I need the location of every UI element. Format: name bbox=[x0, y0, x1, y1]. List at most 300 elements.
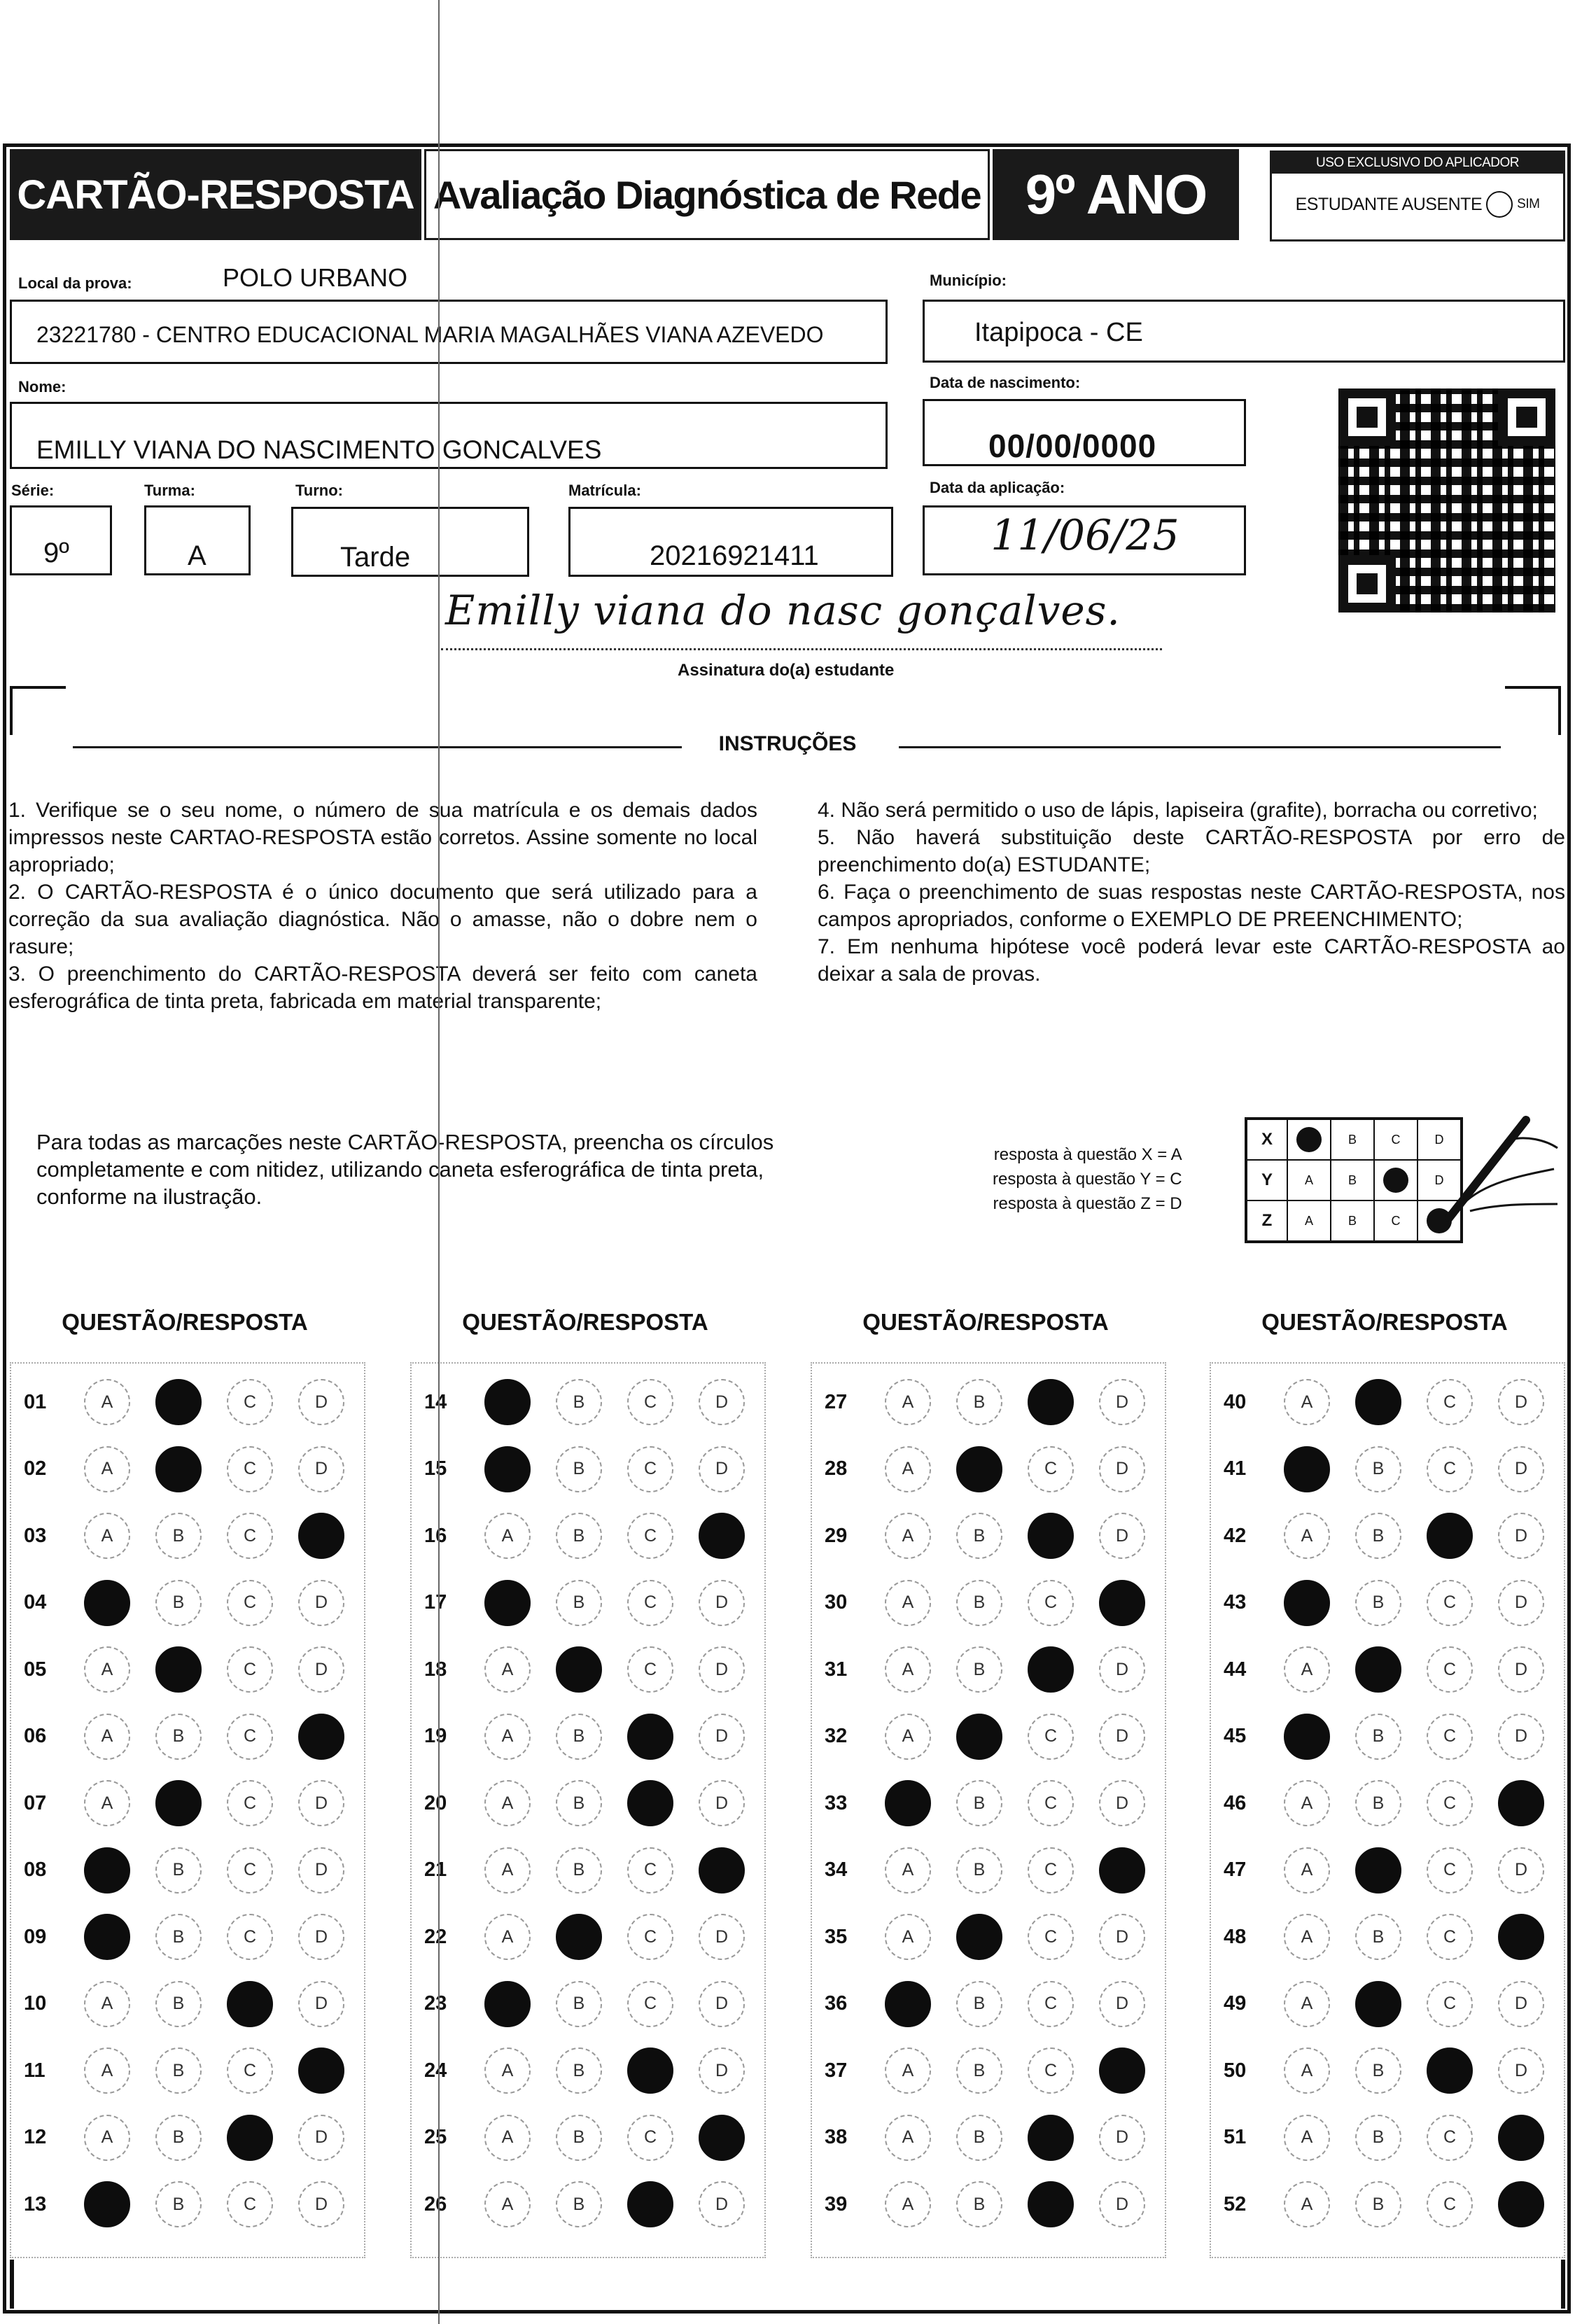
option-bubble-d[interactable]: D bbox=[1099, 1714, 1145, 1760]
question-row bbox=[412, 1511, 770, 1560]
option-bubble-d[interactable] bbox=[1498, 1780, 1544, 1826]
question-number: 36 bbox=[825, 1992, 848, 2015]
option-bubble-b[interactable]: B bbox=[155, 1513, 202, 1559]
option-bubble-d[interactable]: D bbox=[699, 1914, 745, 1960]
question-row bbox=[1211, 1445, 1569, 1494]
applicator-caption: USO EXCLUSIVO DO APLICADOR bbox=[1272, 153, 1563, 174]
option-bubble-d[interactable]: D bbox=[298, 1446, 344, 1492]
option-bubble-c[interactable]: C bbox=[227, 1513, 273, 1559]
option-bubble-c[interactable]: C bbox=[1427, 1981, 1473, 2027]
option-bubble-c[interactable]: C bbox=[627, 1646, 673, 1693]
question-row bbox=[812, 1912, 1170, 1961]
option-bubble-c[interactable] bbox=[227, 2115, 273, 2161]
option-bubble-b[interactable]: B bbox=[956, 2181, 1002, 2227]
option-bubble-a[interactable]: A bbox=[1284, 1914, 1330, 1960]
option-bubble-b[interactable] bbox=[155, 1446, 202, 1492]
column-header: QUESTÃO/RESPOSTA bbox=[462, 1309, 708, 1335]
option-bubble-c[interactable]: C bbox=[1028, 1981, 1074, 2027]
option-bubble-a[interactable]: A bbox=[484, 2047, 531, 2094]
option-bubble-d[interactable]: D bbox=[699, 1580, 745, 1626]
option-bubble-a[interactable]: A bbox=[1284, 1981, 1330, 2027]
option-bubble-a[interactable]: A bbox=[484, 1847, 531, 1893]
option-bubble-a[interactable]: A bbox=[84, 1714, 130, 1760]
option-bubble-c[interactable] bbox=[227, 1981, 273, 2027]
option-bubble-d[interactable]: D bbox=[1498, 1714, 1544, 1760]
option-bubble-d[interactable]: D bbox=[1498, 1379, 1544, 1425]
option-bubble-d[interactable] bbox=[1498, 2115, 1544, 2161]
option-bubble-a[interactable] bbox=[484, 1580, 531, 1626]
question-row bbox=[412, 1378, 770, 1427]
local-label: Local da prova: bbox=[18, 274, 132, 292]
option-bubble-a[interactable]: A bbox=[484, 1714, 531, 1760]
option-bubble-d[interactable]: D bbox=[298, 1981, 344, 2027]
question-row bbox=[1211, 2180, 1569, 2229]
corner-bottom-right bbox=[1537, 2260, 1565, 2309]
option-bubble-a[interactable]: A bbox=[1284, 1646, 1330, 1693]
option-bubble-b[interactable]: B bbox=[956, 1513, 1002, 1559]
question-number: 24 bbox=[424, 2059, 447, 2082]
option-bubble-b[interactable]: B bbox=[956, 2047, 1002, 2094]
option-bubble-d[interactable]: D bbox=[1498, 1646, 1544, 1693]
option-bubble-a[interactable]: A bbox=[1284, 2047, 1330, 2094]
option-bubble-a[interactable]: A bbox=[885, 2115, 931, 2161]
option-bubble-d[interactable]: D bbox=[1099, 1914, 1145, 1960]
option-bubble-a[interactable]: A bbox=[885, 1446, 931, 1492]
option-bubble-a[interactable]: A bbox=[1284, 1379, 1330, 1425]
option-bubble-a[interactable] bbox=[84, 1847, 130, 1893]
option-bubble-a[interactable]: A bbox=[885, 1914, 931, 1960]
option-bubble-a[interactable]: A bbox=[84, 1513, 130, 1559]
option-bubble-a[interactable]: A bbox=[885, 1646, 931, 1693]
example-option: A bbox=[1287, 1160, 1331, 1200]
question-number: 23 bbox=[424, 1992, 447, 2015]
option-bubble-a[interactable] bbox=[1284, 1714, 1330, 1760]
turno-value: Tarde bbox=[340, 542, 411, 573]
option-bubble-b[interactable]: B bbox=[556, 1714, 602, 1760]
option-bubble-a[interactable] bbox=[484, 1446, 531, 1492]
nome-label: Nome: bbox=[18, 378, 66, 396]
option-bubble-c[interactable]: C bbox=[1427, 1646, 1473, 1693]
example-question-label: Z bbox=[1247, 1200, 1287, 1241]
option-bubble-c[interactable]: C bbox=[1028, 1446, 1074, 1492]
instructions-title: INSTRUÇÕES bbox=[718, 732, 857, 755]
option-bubble-c[interactable]: C bbox=[627, 2115, 673, 2161]
option-bubble-b[interactable]: B bbox=[155, 1914, 202, 1960]
option-bubble-d[interactable]: D bbox=[1099, 1379, 1145, 1425]
question-row bbox=[11, 1779, 370, 1828]
option-bubble-d[interactable] bbox=[1099, 1580, 1145, 1626]
absent-checkbox[interactable] bbox=[1486, 191, 1513, 218]
option-bubble-c[interactable] bbox=[627, 2047, 673, 2094]
option-bubble-c[interactable]: C bbox=[1427, 1446, 1473, 1492]
question-number: 19 bbox=[424, 1725, 447, 1747]
option-bubble-a[interactable]: A bbox=[84, 1981, 130, 2027]
option-bubble-d[interactable]: D bbox=[298, 1847, 344, 1893]
option-bubble-c[interactable] bbox=[1427, 1513, 1473, 1559]
question-number: 05 bbox=[24, 1658, 47, 1681]
option-bubble-a[interactable]: A bbox=[885, 1379, 931, 1425]
option-bubble-a[interactable]: A bbox=[84, 1780, 130, 1826]
option-bubble-a[interactable]: A bbox=[1284, 2115, 1330, 2161]
example-text: Para todas as marcações neste CARTÃO-RESPOSTA, preencha os círculos completamente e com nitidez, utilizando caneta esferográfica de tinta preta, conforme na ilustração. bbox=[36, 1130, 774, 1209]
option-bubble-d[interactable] bbox=[1099, 1847, 1145, 1893]
option-bubble-a[interactable]: A bbox=[1284, 1780, 1330, 1826]
option-bubble-c[interactable]: C bbox=[627, 1981, 673, 2027]
option-bubble-b[interactable] bbox=[1355, 1981, 1401, 2027]
option-bubble-b[interactable] bbox=[956, 1446, 1002, 1492]
option-bubble-b[interactable]: B bbox=[1355, 1580, 1401, 1626]
option-bubble-a[interactable]: A bbox=[84, 1379, 130, 1425]
option-bubble-d[interactable]: D bbox=[699, 1379, 745, 1425]
option-bubble-c[interactable] bbox=[1028, 1646, 1074, 1693]
option-bubble-c[interactable]: C bbox=[227, 1446, 273, 1492]
option-bubble-c[interactable]: C bbox=[227, 2181, 273, 2227]
exam-title: Avaliação Diagnóstica de Rede bbox=[424, 149, 990, 240]
option-bubble-d[interactable]: D bbox=[1099, 2181, 1145, 2227]
option-bubble-c[interactable] bbox=[627, 2181, 673, 2227]
option-bubble-c[interactable]: C bbox=[627, 1446, 673, 1492]
municipio-label: Município: bbox=[930, 272, 1007, 289]
absent-option: SIM bbox=[1517, 197, 1540, 211]
option-bubble-a[interactable] bbox=[484, 1981, 531, 2027]
option-bubble-a[interactable] bbox=[84, 2181, 130, 2227]
option-bubble-d[interactable]: D bbox=[298, 1379, 344, 1425]
option-bubble-b[interactable]: B bbox=[1355, 1446, 1401, 1492]
option-bubble-a[interactable]: A bbox=[484, 2181, 531, 2227]
question-row bbox=[412, 2180, 770, 2229]
option-bubble-a[interactable]: A bbox=[885, 1847, 931, 1893]
option-bubble-d[interactable]: D bbox=[1099, 1513, 1145, 1559]
option-bubble-a[interactable]: A bbox=[885, 1513, 931, 1559]
option-bubble-a[interactable]: A bbox=[1284, 1847, 1330, 1893]
option-bubble-b[interactable]: B bbox=[1355, 2181, 1401, 2227]
question-row bbox=[1211, 1645, 1569, 1694]
option-bubble-c[interactable]: C bbox=[227, 1914, 273, 1960]
option-bubble-a[interactable]: A bbox=[484, 1513, 531, 1559]
option-bubble-b[interactable]: B bbox=[1355, 2115, 1401, 2161]
matricula-value: 20216921411 bbox=[650, 540, 819, 571]
option-bubble-c[interactable]: C bbox=[1028, 2047, 1074, 2094]
option-bubble-d[interactable] bbox=[298, 2047, 344, 2094]
question-row bbox=[1211, 1511, 1569, 1560]
question-number: 16 bbox=[424, 1524, 447, 1547]
option-bubble-a[interactable] bbox=[885, 1780, 931, 1826]
serie-value: 9º bbox=[43, 538, 69, 568]
option-bubble-c[interactable]: C bbox=[227, 2047, 273, 2094]
option-bubble-a[interactable]: A bbox=[484, 1780, 531, 1826]
option-bubble-b[interactable]: B bbox=[956, 1646, 1002, 1693]
question-row bbox=[11, 1980, 370, 2029]
option-bubble-d[interactable]: D bbox=[1099, 2115, 1145, 2161]
question-number: 45 bbox=[1224, 1725, 1247, 1747]
nome-value: EMILLY VIANA DO NASCIMENTO GONCALVES bbox=[36, 435, 602, 464]
question-number: 06 bbox=[24, 1725, 47, 1747]
option-bubble-b[interactable]: B bbox=[155, 2181, 202, 2227]
question-number: 18 bbox=[424, 1658, 447, 1681]
option-bubble-c[interactable] bbox=[1028, 1513, 1074, 1559]
option-bubble-a[interactable] bbox=[1284, 1446, 1330, 1492]
option-bubble-c[interactable]: C bbox=[227, 1646, 273, 1693]
option-bubble-b[interactable]: B bbox=[155, 1580, 202, 1626]
question-row bbox=[812, 2046, 1170, 2095]
option-bubble-b[interactable]: B bbox=[556, 2181, 602, 2227]
option-bubble-d[interactable]: D bbox=[298, 2115, 344, 2161]
question-row bbox=[812, 2113, 1170, 2162]
option-bubble-b[interactable]: B bbox=[1355, 1714, 1401, 1760]
option-bubble-c[interactable]: C bbox=[1427, 2181, 1473, 2227]
option-bubble-b[interactable]: B bbox=[556, 1379, 602, 1425]
question-row bbox=[412, 1846, 770, 1895]
instruction-6: 6. Faça o preenchimento de suas respostas neste CARTÃO-RESPOSTA, nos campos apropriados, conforme o EXEMPLO DE PREENCHIMENTO; bbox=[818, 881, 1565, 931]
option-bubble-b[interactable] bbox=[1355, 1379, 1401, 1425]
option-bubble-b[interactable]: B bbox=[155, 2047, 202, 2094]
option-bubble-c[interactable]: C bbox=[1028, 1847, 1074, 1893]
option-bubble-b[interactable]: B bbox=[155, 1847, 202, 1893]
option-bubble-a[interactable]: A bbox=[84, 2115, 130, 2161]
option-bubble-d[interactable]: D bbox=[699, 2181, 745, 2227]
option-bubble-a[interactable]: A bbox=[484, 1646, 531, 1693]
option-bubble-d[interactable]: D bbox=[699, 1446, 745, 1492]
option-bubble-c[interactable]: C bbox=[1028, 1580, 1074, 1626]
question-number: 44 bbox=[1224, 1658, 1247, 1681]
option-bubble-a[interactable]: A bbox=[885, 2047, 931, 2094]
student-signature: Emilly viana do nasc gonçalves. bbox=[445, 587, 1121, 634]
option-bubble-c[interactable]: C bbox=[1427, 1780, 1473, 1826]
option-bubble-a[interactable]: A bbox=[484, 2115, 531, 2161]
option-bubble-b[interactable]: B bbox=[956, 1580, 1002, 1626]
option-bubble-d[interactable] bbox=[1099, 2047, 1145, 2094]
option-bubble-c[interactable]: C bbox=[627, 1513, 673, 1559]
instructions-rule-right bbox=[899, 746, 1501, 748]
question-row bbox=[1211, 1846, 1569, 1895]
option-bubble-b[interactable]: B bbox=[155, 1714, 202, 1760]
option-bubble-d[interactable]: D bbox=[699, 1780, 745, 1826]
option-bubble-c[interactable]: C bbox=[627, 1580, 673, 1626]
option-bubble-d[interactable]: D bbox=[1099, 1981, 1145, 2027]
question-number: 38 bbox=[825, 2126, 848, 2148]
option-bubble-d[interactable] bbox=[1498, 2181, 1544, 2227]
option-bubble-d[interactable]: D bbox=[298, 1646, 344, 1693]
question-row bbox=[1211, 1779, 1569, 1828]
option-bubble-b[interactable]: B bbox=[956, 1847, 1002, 1893]
option-bubble-d[interactable]: D bbox=[1099, 1780, 1145, 1826]
nascimento-label: Data de nascimento: bbox=[930, 374, 1081, 391]
option-bubble-a[interactable] bbox=[84, 1914, 130, 1960]
example-option: D bbox=[1418, 1160, 1461, 1200]
example-key-y: resposta à questão Y = C bbox=[993, 1170, 1182, 1189]
option-bubble-a[interactable] bbox=[484, 1379, 531, 1425]
option-bubble-b[interactable]: B bbox=[956, 1379, 1002, 1425]
option-bubble-d[interactable]: D bbox=[298, 1580, 344, 1626]
option-bubble-b[interactable] bbox=[155, 1780, 202, 1826]
option-bubble-b[interactable]: B bbox=[556, 1513, 602, 1559]
option-bubble-d[interactable] bbox=[298, 1714, 344, 1760]
option-bubble-c[interactable]: C bbox=[627, 1847, 673, 1893]
instruction-3: 3. O preenchimento do CARTÃO-RESPOSTA deverá ser feito com caneta esferográfica de tinta preta, fabricada em material transparente; bbox=[8, 962, 757, 1013]
question-number: 40 bbox=[1224, 1390, 1247, 1413]
question-row bbox=[812, 1645, 1170, 1694]
option-bubble-b[interactable] bbox=[155, 1646, 202, 1693]
option-bubble-b[interactable]: B bbox=[155, 2115, 202, 2161]
option-bubble-d[interactable]: D bbox=[699, 2047, 745, 2094]
option-bubble-c[interactable]: C bbox=[227, 1847, 273, 1893]
option-bubble-d[interactable]: D bbox=[298, 2181, 344, 2227]
option-bubble-c[interactable]: C bbox=[227, 1580, 273, 1626]
option-bubble-c[interactable]: C bbox=[1427, 1379, 1473, 1425]
option-bubble-b[interactable] bbox=[1355, 1847, 1401, 1893]
question-row bbox=[11, 1645, 370, 1694]
option-bubble-a[interactable]: A bbox=[84, 1446, 130, 1492]
option-bubble-d[interactable]: D bbox=[699, 1646, 745, 1693]
option-bubble-b[interactable]: B bbox=[1355, 1780, 1401, 1826]
option-bubble-d[interactable]: D bbox=[1498, 1513, 1544, 1559]
option-bubble-c[interactable]: C bbox=[1028, 1780, 1074, 1826]
option-bubble-b[interactable]: B bbox=[556, 1847, 602, 1893]
option-bubble-c[interactable]: C bbox=[627, 1379, 673, 1425]
option-bubble-c[interactable] bbox=[1427, 2047, 1473, 2094]
nascimento-value: 00/00/0000 bbox=[988, 428, 1157, 464]
question-row bbox=[812, 1712, 1170, 1761]
question-row bbox=[812, 1378, 1170, 1427]
option-bubble-b[interactable]: B bbox=[956, 1780, 1002, 1826]
option-bubble-c[interactable]: C bbox=[1427, 1714, 1473, 1760]
instruction-1: 1. Verifique se o seu nome, o número de sua matrícula e os demais dados impressos neste CARTAO-RESPOSTA estão corretos. Assine somente no local apropriado; bbox=[8, 799, 757, 876]
option-bubble-b[interactable]: B bbox=[956, 2115, 1002, 2161]
question-number: 15 bbox=[424, 1457, 447, 1480]
question-row bbox=[812, 1445, 1170, 1494]
aplicacao-value: 11/06/25 bbox=[990, 511, 1180, 560]
option-bubble-d[interactable]: D bbox=[1498, 1580, 1544, 1626]
option-bubble-d[interactable]: D bbox=[699, 1714, 745, 1760]
option-bubble-a[interactable]: A bbox=[484, 1914, 531, 1960]
question-row bbox=[11, 2046, 370, 2095]
option-bubble-d[interactable] bbox=[1498, 1914, 1544, 1960]
column-header: QUESTÃO/RESPOSTA bbox=[862, 1309, 1109, 1335]
option-bubble-c[interactable]: C bbox=[227, 1714, 273, 1760]
option-bubble-d[interactable]: D bbox=[699, 1981, 745, 2027]
option-bubble-d[interactable]: D bbox=[1498, 1847, 1544, 1893]
question-number: 08 bbox=[24, 1858, 47, 1881]
corner-top-right bbox=[1505, 686, 1561, 735]
option-bubble-d[interactable]: D bbox=[1498, 1981, 1544, 2027]
option-bubble-d[interactable]: D bbox=[298, 1914, 344, 1960]
option-bubble-c[interactable]: C bbox=[1427, 1914, 1473, 1960]
option-bubble-c[interactable]: C bbox=[1427, 2115, 1473, 2161]
option-bubble-b[interactable] bbox=[155, 1379, 202, 1425]
option-bubble-c[interactable] bbox=[1028, 2115, 1074, 2161]
option-bubble-a[interactable]: A bbox=[84, 1646, 130, 1693]
option-bubble-b[interactable]: B bbox=[1355, 1914, 1401, 1960]
option-bubble-b[interactable] bbox=[956, 1714, 1002, 1760]
question-number: 50 bbox=[1224, 2059, 1247, 2082]
option-bubble-a[interactable]: A bbox=[885, 1714, 931, 1760]
question-number: 12 bbox=[24, 2126, 47, 2148]
option-bubble-d[interactable]: D bbox=[1498, 1446, 1544, 1492]
option-bubble-a[interactable]: A bbox=[1284, 1513, 1330, 1559]
option-bubble-b[interactable] bbox=[556, 1914, 602, 1960]
instruction-5: 5. Não haverá substituição deste CARTÃO-RESPOSTA por erro de preenchimento do(a) ESTUDANTE; bbox=[818, 826, 1565, 876]
option-bubble-a[interactable] bbox=[1284, 1580, 1330, 1626]
option-bubble-d[interactable] bbox=[699, 1847, 745, 1893]
question-row bbox=[1211, 2113, 1569, 2162]
option-bubble-d[interactable] bbox=[699, 1513, 745, 1559]
option-bubble-d[interactable]: D bbox=[1099, 1446, 1145, 1492]
example-question-label: X bbox=[1247, 1119, 1287, 1160]
instructions-left bbox=[8, 797, 757, 1015]
option-bubble-c[interactable]: C bbox=[1028, 1714, 1074, 1760]
option-bubble-b[interactable]: B bbox=[556, 1981, 602, 2027]
option-bubble-c[interactable] bbox=[627, 1714, 673, 1760]
option-bubble-b[interactable]: B bbox=[1355, 2047, 1401, 2094]
option-bubble-a[interactable]: A bbox=[885, 1580, 931, 1626]
option-bubble-d[interactable]: D bbox=[1498, 2047, 1544, 2094]
grade-badge: 9º ANO bbox=[993, 149, 1239, 240]
option-bubble-c[interactable]: C bbox=[227, 1379, 273, 1425]
question-row bbox=[11, 1511, 370, 1560]
example-option: D bbox=[1418, 1119, 1461, 1160]
question-number: 34 bbox=[825, 1858, 848, 1881]
option-bubble-b[interactable] bbox=[956, 1914, 1002, 1960]
option-bubble-c[interactable]: C bbox=[1427, 1580, 1473, 1626]
option-bubble-b[interactable]: B bbox=[556, 2047, 602, 2094]
option-bubble-d[interactable] bbox=[298, 1513, 344, 1559]
option-bubble-a[interactable] bbox=[84, 1580, 130, 1626]
option-bubble-b[interactable]: B bbox=[1355, 1513, 1401, 1559]
example-option bbox=[1374, 1160, 1418, 1200]
option-bubble-b[interactable]: B bbox=[155, 1981, 202, 2027]
option-bubble-b[interactable] bbox=[1355, 1646, 1401, 1693]
question-number: 31 bbox=[825, 1658, 848, 1681]
question-number: 10 bbox=[24, 1992, 47, 2015]
option-bubble-b[interactable]: B bbox=[956, 1981, 1002, 2027]
option-bubble-d[interactable] bbox=[699, 2115, 745, 2161]
question-number: 27 bbox=[825, 1390, 848, 1413]
option-bubble-b[interactable]: B bbox=[556, 2115, 602, 2161]
option-bubble-c[interactable]: C bbox=[227, 1780, 273, 1826]
option-bubble-a[interactable]: A bbox=[1284, 2181, 1330, 2227]
example-option: C bbox=[1374, 1119, 1418, 1160]
question-row bbox=[11, 1378, 370, 1427]
question-number: 37 bbox=[825, 2059, 848, 2082]
option-bubble-a[interactable] bbox=[885, 1981, 931, 2027]
question-number: 51 bbox=[1224, 2126, 1247, 2148]
option-bubble-b[interactable] bbox=[556, 1646, 602, 1693]
option-bubble-c[interactable]: C bbox=[1427, 1847, 1473, 1893]
option-bubble-d[interactable]: D bbox=[298, 1780, 344, 1826]
example-key-x: resposta à questão X = A bbox=[993, 1145, 1182, 1164]
option-bubble-c[interactable] bbox=[1028, 2181, 1074, 2227]
option-bubble-c[interactable] bbox=[1028, 1379, 1074, 1425]
option-bubble-c[interactable]: C bbox=[1028, 1914, 1074, 1960]
option-bubble-a[interactable]: A bbox=[84, 2047, 130, 2094]
question-row bbox=[1211, 1912, 1569, 1961]
option-bubble-d[interactable]: D bbox=[1099, 1646, 1145, 1693]
option-bubble-b[interactable]: B bbox=[556, 1446, 602, 1492]
question-number: 33 bbox=[825, 1791, 848, 1814]
question-row bbox=[412, 1445, 770, 1494]
option-bubble-c[interactable] bbox=[627, 1780, 673, 1826]
option-bubble-b[interactable]: B bbox=[556, 1780, 602, 1826]
question-number: 32 bbox=[825, 1725, 848, 1747]
option-bubble-b[interactable]: B bbox=[556, 1580, 602, 1626]
question-number: 26 bbox=[424, 2192, 447, 2216]
question-number: 14 bbox=[424, 1390, 447, 1413]
option-bubble-c[interactable]: C bbox=[627, 1914, 673, 1960]
scan-line bbox=[438, 0, 440, 2324]
option-bubble-a[interactable]: A bbox=[885, 2181, 931, 2227]
question-row bbox=[11, 2113, 370, 2162]
question-row bbox=[812, 1511, 1170, 1560]
